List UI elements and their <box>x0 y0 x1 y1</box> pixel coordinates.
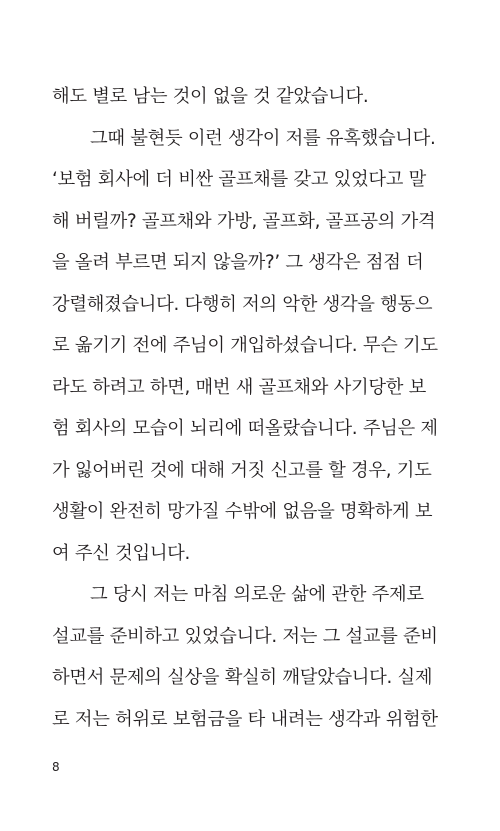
text-line: 험 회사의 모습이 뇌리에 떠올랐습니다. 주님은 제 <box>52 418 438 439</box>
text-line: 로 옮기기 전에 주님이 개입하셨습니다. 무슨 기도 <box>52 335 438 356</box>
text-line: ‘보험 회사에 더 비싼 골프채를 갖고 있었다고 말 <box>52 169 426 190</box>
text-line: 해 버릴까? 골프채와 가방, 골프화, 골프공의 가격 <box>52 210 436 232</box>
text-line: 그때 불현듯 이런 생각이 저를 유혹했습니다. <box>90 127 436 149</box>
text-line: 가 잃어버린 것에 대해 거짓 신고를 할 경우, 기도 <box>52 459 432 481</box>
text-line: 여 주신 것입니다. <box>52 542 191 564</box>
text-line: 하면서 문제의 실상을 확실히 깨달았습니다. 실제 <box>52 667 433 688</box>
text-line: 을 올려 부르면 되지 않을까?’ 그 생각은 점점 더 <box>52 252 424 273</box>
text-line: 생활이 완전히 망가질 수밖에 없음을 명확하게 보 <box>52 501 433 522</box>
text-line: 그 당시 저는 마침 의로운 삶에 관한 주제로 <box>90 584 424 605</box>
text-line: 설교를 준비하고 있었습니다. 저는 그 설교를 준비 <box>52 625 438 647</box>
text-line: 강렬해졌습니다. 다행히 저의 악한 생각을 행동으 <box>52 293 433 315</box>
text-line: 로 저는 허위로 보험금을 타 내려는 생각과 위험한 <box>52 708 438 730</box>
body-text <box>52 76 438 740</box>
page-number: 8 <box>52 760 60 774</box>
text-line: 라도 하려고 하면, 매번 새 골프채와 사기당한 보 <box>52 376 426 398</box>
text-line: 해도 별로 남는 것이 없을 것 같았습니다. <box>52 86 369 107</box>
